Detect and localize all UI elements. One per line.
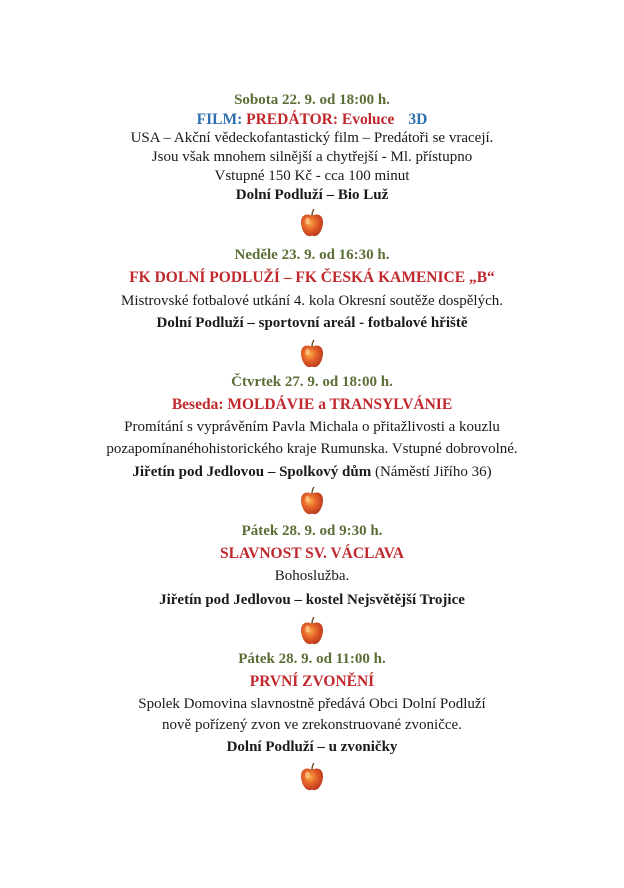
- event-venue: Jiřetín pod Jedlovou – kostel Nejsvětější Trojice: [159, 592, 465, 608]
- event-title: SLAVNOST SV. VÁCLAVA: [220, 545, 404, 562]
- apple-icon: [299, 339, 325, 369]
- event-desc-line: Jsou však mnohem silnější a chytřejší - Ml. přístupno: [151, 149, 473, 165]
- apple-icon: [299, 486, 325, 516]
- event-date: Pátek 28. 9. od 9:30 h.: [241, 523, 383, 539]
- event-venue: Dolní Podluží – u zvoničky: [226, 739, 398, 755]
- event-venue: [0, 463, 624, 482]
- event-desc-line: USA – Akční vědeckofantastický film – Predátoři se vracejí.: [130, 130, 494, 146]
- event-title: [0, 110, 624, 129]
- event-title: FK DOLNÍ PODLUŽÍ – FK ČESKÁ KAMENICE „B“: [129, 269, 495, 286]
- event-desc-line: Spolek Domovina slavnostně předává Obci Dolní Podluží: [138, 696, 486, 712]
- event-venue-name: Jiřetín pod Jedlovou – Spolkový dům: [132, 464, 372, 480]
- event-title: PRVNÍ ZVONĚNÍ: [249, 673, 375, 690]
- event-desc-line: Mistrovské fotbalové utkání 4. kola Okresní soutěže dospělých.: [120, 293, 503, 309]
- event-desc-line: Bohoslužba.: [274, 568, 350, 584]
- event-venue: Dolní Podluží – sportovní areál - fotbalové hřiště: [156, 315, 468, 331]
- apple-icon: [299, 616, 325, 646]
- event-football: [0, 246, 624, 369]
- event-desc-line: nově pořízený zvon ve zrekonstruované zvoničce.: [162, 717, 462, 733]
- event-desc-line: pozapomínanéhohistorického kraje Rumunska. Vstupné dobrovolné.: [106, 441, 518, 457]
- event-date: Čtvrtek 27. 9. od 18:00 h.: [231, 374, 393, 390]
- apple-icon: [299, 762, 325, 792]
- event-date: Neděle 23. 9. od 16:30 h.: [234, 247, 390, 263]
- event-title-main: PREDÁTOR: Evoluce: [246, 111, 395, 128]
- event-title-film: FILM:: [196, 111, 243, 128]
- event-celebration: [0, 522, 624, 646]
- event-title: Beseda: MOLDÁVIE a TRANSYLVÁNIE: [171, 396, 453, 413]
- event-desc-line: Promítání s vyprávěním Pavla Michala o přitažlivosti a kouzlu: [124, 419, 500, 435]
- event-desc-line: Vstupné 150 Kč - cca 100 minut: [214, 168, 410, 184]
- event-title-3d: 3D: [408, 111, 428, 128]
- event-lecture: [0, 373, 624, 516]
- event-bell: [0, 650, 624, 792]
- event-date: Pátek 28. 9. od 11:00 h.: [238, 651, 386, 667]
- apple-icon: [299, 208, 325, 238]
- event-date: Sobota 22. 9. od 18:00 h.: [234, 92, 390, 108]
- event-venue: Dolní Podluží – Bio Luž: [235, 187, 389, 203]
- event-film: [0, 91, 624, 238]
- event-venue-address: (Náměstí Jiřího 36): [371, 464, 492, 480]
